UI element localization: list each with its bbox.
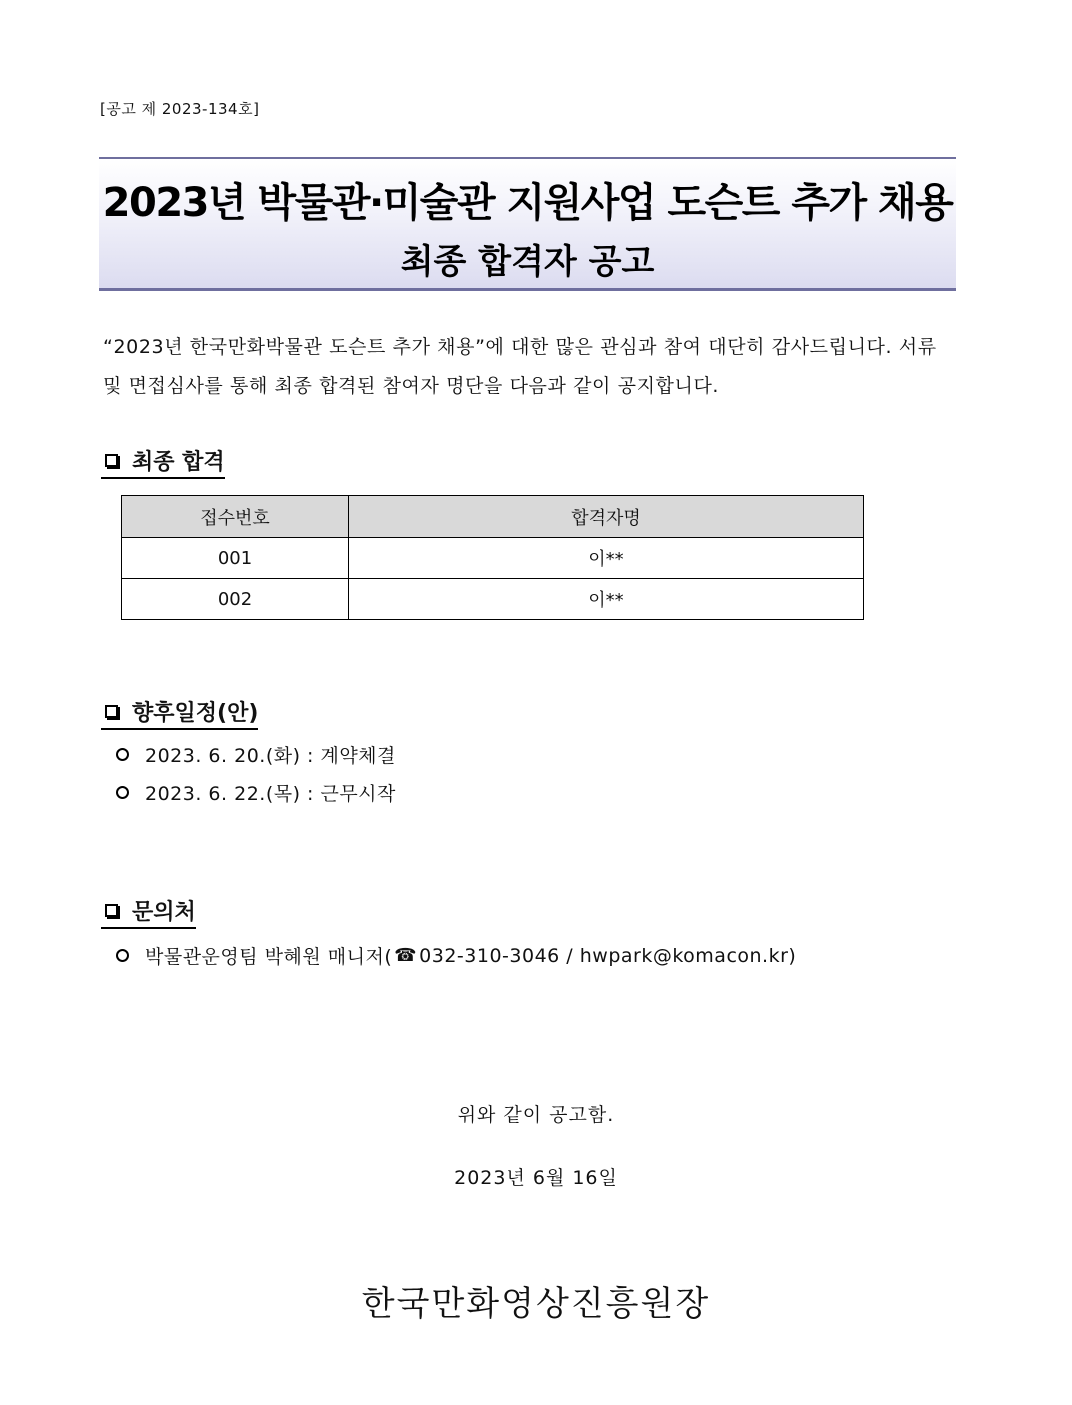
contact-details: 032-310-3046 / hwpark@komacon.kr) bbox=[419, 944, 797, 967]
schedule-item bbox=[116, 741, 396, 768]
phone-icon: ☎ bbox=[394, 945, 418, 966]
section-heading-label: 향후일정(안) bbox=[132, 701, 259, 726]
circle-bullet-icon bbox=[116, 786, 129, 799]
section-heading-label: 최종 합격 bbox=[132, 450, 225, 475]
column-header-receipt-number: 접수번호 bbox=[122, 496, 349, 538]
notice-date: 2023년 6월 16일 bbox=[454, 1167, 618, 1189]
circle-bullet-icon bbox=[116, 949, 129, 962]
intro-paragraph: “2023년 한국만화박물관 도슨트 추가 채용”에 대한 많은 관심과 참여 대단히 감사드립니다. 서류 및 면접심사를 통해 최종 합격된 참여자 명단을 다음과 같이 공지합니다. bbox=[103, 336, 937, 397]
table-cell: 이** bbox=[349, 579, 864, 620]
column-header-name: 합격자명 bbox=[349, 496, 864, 538]
schedule-item bbox=[116, 779, 396, 806]
schedule-item-text: 2023. 6. 22.(목) : 근무시작 bbox=[145, 783, 396, 805]
table-cell: 001 bbox=[122, 538, 349, 579]
table-cell: 002 bbox=[122, 579, 349, 620]
table-cell: 이** bbox=[349, 538, 864, 579]
notice-number: [공고 제 2023-134호] bbox=[100, 100, 260, 118]
contact-prefix: 박물관운영팀 박혜원 매니저( bbox=[145, 946, 393, 968]
section-heading-schedule bbox=[101, 696, 258, 730]
title-main: 2023년 박물관·미술관 지원사업 도슨트 추가 채용 bbox=[102, 180, 953, 226]
table-header-row bbox=[122, 496, 864, 538]
checkbox-square-icon bbox=[105, 705, 118, 718]
section-heading-contact bbox=[101, 895, 196, 929]
table-row bbox=[122, 579, 864, 620]
schedule-item-text: 2023. 6. 20.(화) : 계약체결 bbox=[145, 745, 396, 767]
issuer-signature: 한국만화영상진흥원장 bbox=[361, 1284, 711, 1324]
checkbox-square-icon bbox=[105, 454, 118, 467]
result-table bbox=[121, 495, 864, 620]
title-sub: 최종 합격자 공고 bbox=[400, 242, 655, 282]
checkbox-square-icon bbox=[105, 904, 118, 917]
circle-bullet-icon bbox=[116, 748, 129, 761]
section-heading-final bbox=[101, 445, 225, 479]
section-heading-label: 문의처 bbox=[132, 900, 196, 925]
title-banner bbox=[99, 157, 956, 291]
contact-item bbox=[116, 942, 796, 969]
table-row bbox=[122, 538, 864, 579]
closing-statement: 위와 같이 공고함. bbox=[457, 1104, 615, 1126]
